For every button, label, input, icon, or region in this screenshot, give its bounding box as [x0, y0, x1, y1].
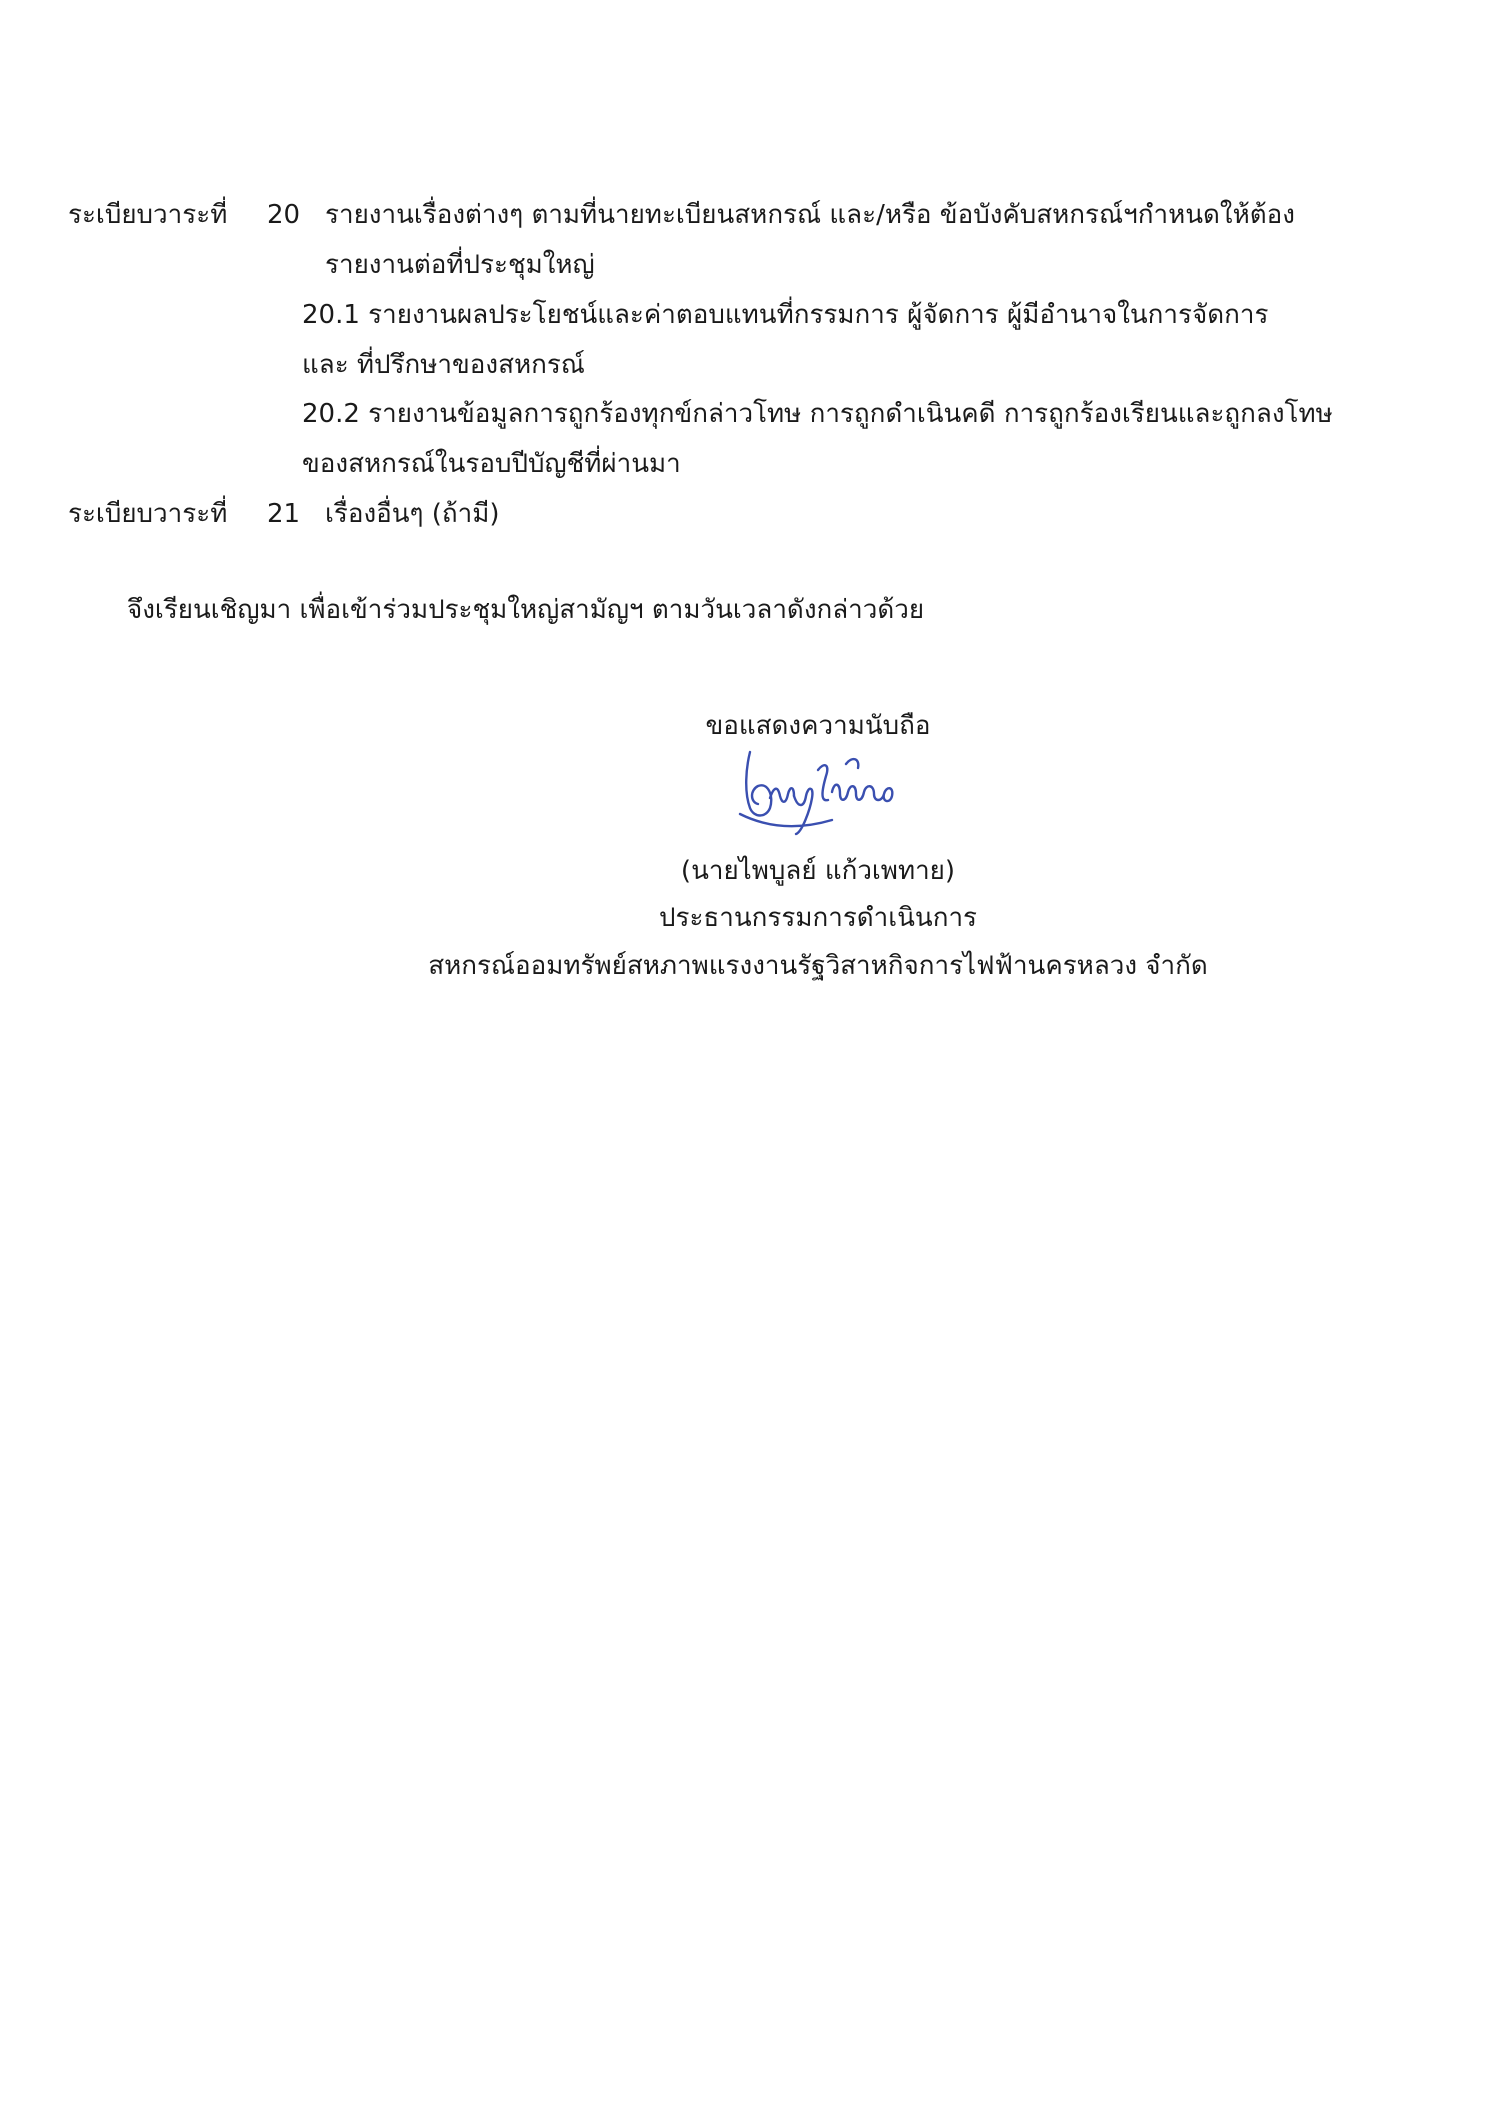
subitem-text: 20.2 รายงานข้อมูลการถูกร้องทุกข์กล่าวโทษ การถูกดำเนินคดี การถูกร้องเรียนและถูกลงโทษ — [302, 399, 1333, 429]
agenda-number: 21 — [267, 499, 301, 529]
agenda-text-continuation: รายงานต่อที่ประชุมใหญ่ — [325, 250, 595, 280]
agenda-label: ระเบียบวาระที่ — [68, 200, 228, 230]
subitem-text: 20.1 รายงานผลประโยชน์และค่าตอบแทนที่กรรมการ ผู้จัดการ ผู้มีอำนาจในการจัดการ — [302, 300, 1269, 330]
subitem-text-continuation: และ ที่ปรึกษาของสหกรณ์ — [302, 350, 585, 380]
agenda-label: ระเบียบวาระที่ — [68, 499, 228, 529]
salutation: ขอแสดงความนับถือ — [705, 711, 931, 741]
agenda-text: เรื่องอื่นๆ (ถ้ามี) — [325, 499, 500, 529]
signatory-position: ประธานกรรมการดำเนินการ — [658, 903, 978, 933]
subitem-text-continuation: ของสหกรณ์ในรอบปีบัญชีที่ผ่านมา — [302, 449, 681, 479]
organization-name: สหกรณ์ออมทรัพย์สหภาพแรงงานรัฐวิสาหกิจการไฟฟ้านครหลวง จำกัด — [428, 951, 1208, 981]
agenda-text: รายงานเรื่องต่างๆ ตามที่นายทะเบียนสหกรณ์ และ/หรือ ข้อบังคับสหกรณ์ฯกำหนดให้ต้อง — [325, 200, 1295, 230]
agenda-number: 20 — [267, 200, 301, 230]
closing-paragraph: จึงเรียนเชิญมา เพื่อเข้าร่วมประชุมใหญ่สามัญฯ ตามวันเวลาดังกล่าวด้วย — [127, 595, 925, 625]
signatory-name: (นายไพบูลย์ แก้วเพทาย) — [680, 856, 956, 886]
handwritten-signature — [728, 742, 908, 838]
